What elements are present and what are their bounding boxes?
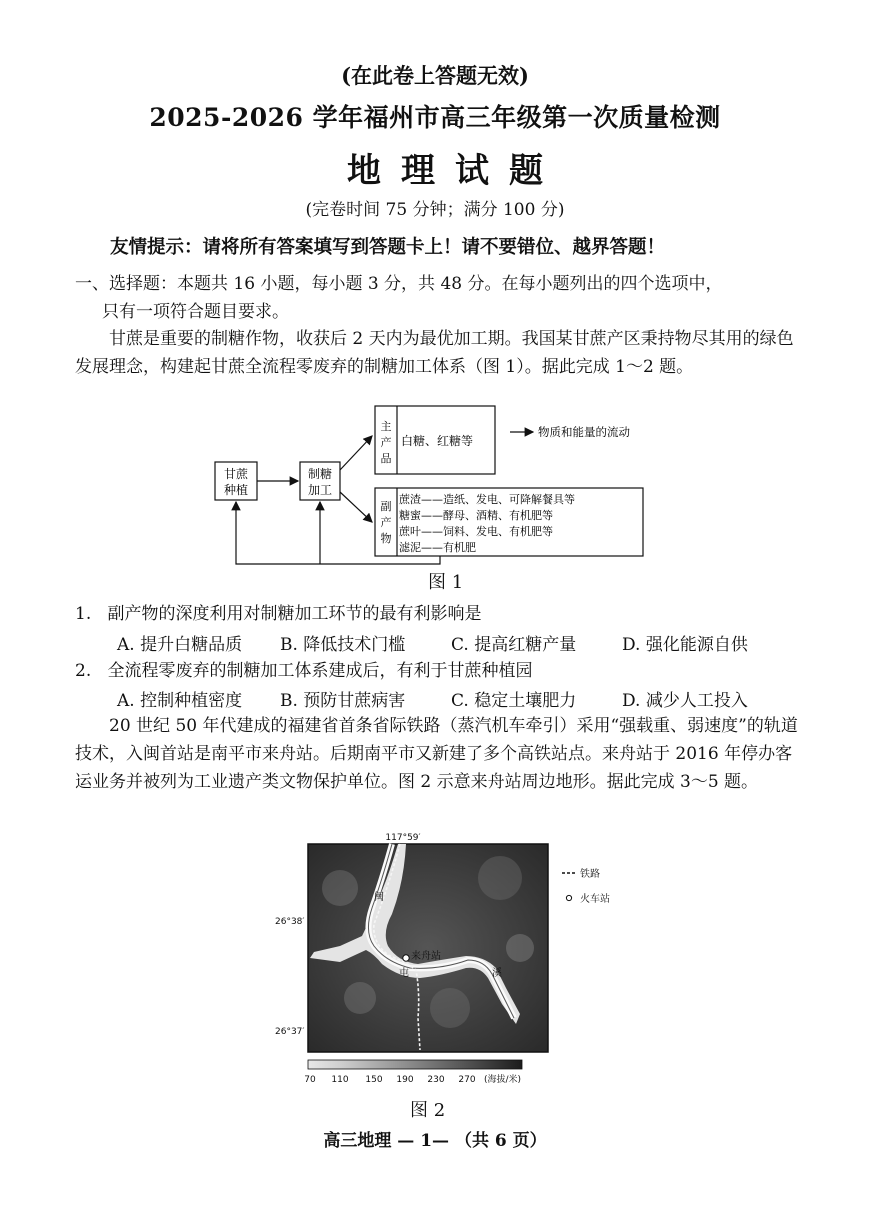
- main-products-text: 白糖、红糖等: [401, 434, 474, 448]
- scale-tick-110: 110: [331, 1075, 349, 1085]
- processing-label-2: 加工: [307, 483, 333, 497]
- railway-passage: 20 世纪 50 年代建成的福建省首条省际铁路（蒸汽机车牵引）采用“强载重、弱速度”的轨道技术，入闽首站是南平市来舟站。后期南平市又新建了多个高铁站点。来舟站于 2016 年停办客运业务并被列为工业遗产类文物保护单位。图 2 示意来舟站周边地形。据此完成 3～5 题。: [75, 716, 798, 792]
- answer-tip: 友情提示：请将所有答案填写到答题卡上！请不要错位、越界答题！: [110, 237, 666, 258]
- section-header-line1: 一、选择题：本题共 16 小题，每小题 3 分，共 48 分。在每小题列出的四个选项中，: [75, 274, 723, 294]
- main-label-1: 主: [380, 420, 392, 433]
- section-header-line2: 只有一项符合题目要求。: [102, 302, 289, 322]
- river-char-3: 溪: [492, 968, 502, 979]
- elevation-scale-bar: [308, 1060, 522, 1069]
- longitude-label: 117°59′: [385, 833, 421, 843]
- scale-tick-190: 190: [396, 1075, 414, 1085]
- page-footer: 高三地理 — 1— （共 6 页）: [323, 1131, 547, 1151]
- q1-option-a[interactable]: A. 提升白糖品质: [117, 635, 243, 655]
- question-1-number: 1.: [75, 604, 92, 624]
- main-label-2: 产: [380, 436, 392, 449]
- q1-option-d[interactable]: D. 强化能源自供: [622, 635, 748, 655]
- q2-option-b[interactable]: B. 预防甘蔗病害: [280, 691, 406, 711]
- question-1-stem: 副产物的深度利用对制糖加工环节的最有利影响是: [107, 604, 482, 624]
- legend-text: 物质和能量的流动: [538, 425, 630, 439]
- q2-option-a[interactable]: A. 控制种植密度: [117, 691, 243, 711]
- by-product-4: 滤泥——有机肥: [399, 541, 476, 554]
- arrow-to-main: [340, 436, 372, 470]
- planting-label-2: 种植: [223, 483, 249, 497]
- figure2-caption: 图 2: [410, 1100, 446, 1121]
- by-product-3: 蔗叶——饲料、发电、有机肥等: [399, 525, 553, 538]
- station-label: 来舟站: [411, 951, 441, 962]
- q1-option-c[interactable]: C. 提高红糖产量: [451, 635, 577, 655]
- main-label-3: 品: [380, 452, 392, 465]
- scale-tick-230: 230: [427, 1075, 445, 1085]
- scale-tick-70: 70: [304, 1075, 316, 1085]
- figure1-diagram: [200, 400, 670, 570]
- river-char-2: 屯: [399, 968, 409, 979]
- lat-top-label: 26°38′: [275, 917, 305, 927]
- scale-tick-270: 270: [458, 1075, 476, 1085]
- q1-option-b[interactable]: B. 降低技术门槛: [280, 635, 406, 655]
- figure2-map: [270, 828, 650, 1090]
- question-1: [75, 600, 481, 628]
- question-2: [75, 657, 532, 685]
- by-label-2: 产: [380, 516, 392, 529]
- section-header: [75, 270, 800, 326]
- question-2-number: 2.: [75, 661, 92, 681]
- by-label-1: 副: [380, 500, 392, 513]
- exam-title: 2025-2026 学年福州市高三年级第一次质量检测: [149, 103, 721, 132]
- by-label-3: 物: [380, 532, 392, 545]
- time-info: (完卷时间 75 分钟；满分 100 分): [305, 200, 565, 220]
- legend-station-label: 火车站: [580, 894, 610, 905]
- legend-station-symbol: [566, 895, 571, 900]
- river-char-1: 闽: [374, 892, 384, 903]
- exam-notice: (在此卷上答题无效): [341, 63, 529, 88]
- q2-option-d[interactable]: D. 减少人工投入: [622, 691, 748, 711]
- q2-option-c[interactable]: C. 稳定土壤肥力: [451, 691, 577, 711]
- subject-title: 地理试题: [347, 151, 563, 191]
- lat-bottom-label: 26°37′: [275, 1027, 305, 1037]
- scale-tick-150: 150: [365, 1075, 383, 1085]
- sugarcane-passage: 甘蔗是重要的制糖作物，收获后 2 天内为最优加工期。我国某甘蔗产区秉持物尽其用的绿色发展理念，构建起甘蔗全流程零废弃的制糖加工体系（图 1）。据此完成 1～2 题。: [75, 329, 794, 377]
- by-product-2: 糖蜜——酵母、酒精、有机肥等: [399, 509, 553, 522]
- figure1-caption: 图 1: [428, 572, 464, 593]
- by-product-1: 蔗渣——造纸、发电、可降解餐具等: [399, 493, 575, 506]
- planting-label-1: 甘蔗: [223, 467, 249, 481]
- processing-label-1: 制糖: [307, 467, 333, 481]
- arrow-to-by: [340, 492, 372, 522]
- station-marker: [403, 955, 409, 961]
- scale-unit: (海拔/米): [484, 1075, 522, 1085]
- question-2-stem: 全流程零废弃的制糖加工体系建成后，有利于甘蔗种植园: [107, 661, 533, 681]
- legend-railway-label: 铁路: [580, 869, 600, 880]
